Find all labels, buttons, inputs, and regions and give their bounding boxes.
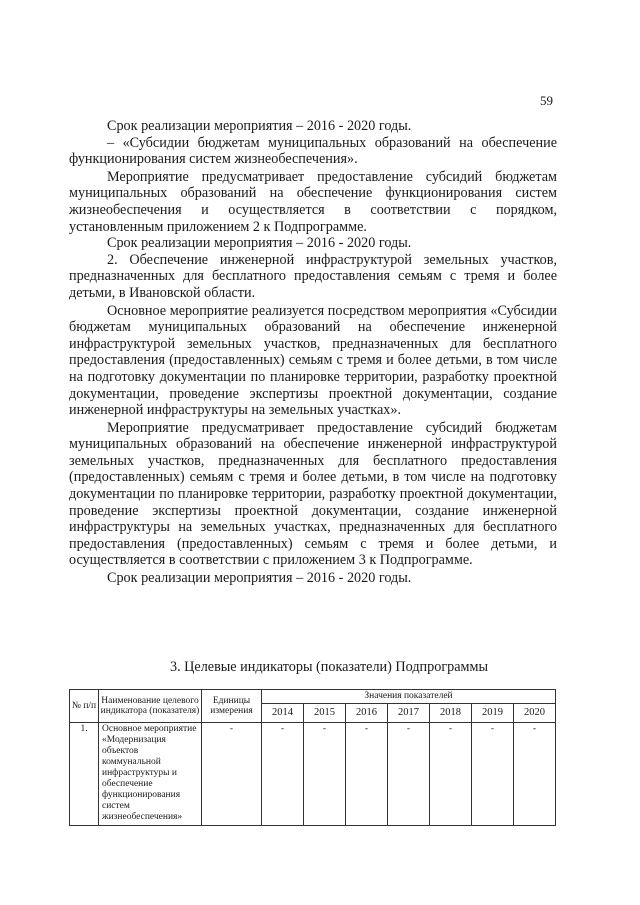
page-number: 59 <box>540 93 553 108</box>
row-value: - <box>262 723 304 826</box>
header-name: Наименование целевого индикатора (показателя) <box>99 690 202 723</box>
paragraph: 2. Обеспечение инженерной инфраструктурой земельных участков, предназначенных для бесплатного предоставления семьям с тремя и более детьми, в Ивановской области. <box>69 251 557 301</box>
header-year: 2015 <box>304 703 346 723</box>
header-unit: Единицы измерения <box>202 690 262 723</box>
row-unit: - <box>202 723 262 826</box>
header-num: № п/п <box>70 690 99 723</box>
row-value: - <box>304 723 346 826</box>
paragraph: Срок реализации мероприятия – 2016 - 2020 годы. <box>107 570 412 587</box>
header-values-group: Значения показателей <box>262 690 556 704</box>
header-year: 2018 <box>430 703 472 723</box>
row-value: - <box>514 723 556 826</box>
row-name: Основное мероприятие «Модернизация объектов коммунальной инфраструктуры и обеспечение функционирования систем жизнеобеспечения» <box>99 723 202 826</box>
paragraph: Срок реализации мероприятия – 2016 - 2020 годы. <box>107 235 412 252</box>
paragraph: Основное мероприятие реализуется посредством мероприятия «Субсидии бюджетам муниципальных образований на обеспечение инженерной инфраструктурой земельных участков, предназначенных для бесплатного предоставления (предоставленных) семьям с тремя и более детьми, в том числе на подготовку документации по планировке территории, разработку проектной документации, проведение экспертизы проектной документации, создание инженерной инфраструктуры на земельных участках». <box>69 302 557 419</box>
row-value: - <box>346 723 388 826</box>
row-value: - <box>472 723 514 826</box>
header-year: 2020 <box>514 703 556 723</box>
paragraph: Мероприятие предусматривает предоставление субсидий бюджетам муниципальных образований на обеспечение функционирования систем жизнеобеспечения и осуществляется в соответствии с порядком, установленным приложением 2 к Подпрограмме. <box>69 168 557 235</box>
paragraph: Мероприятие предусматривает предоставление субсидий бюджетам муниципальных образований на обеспечение инженерной инфраструктурой земельных участков, предназначенных для бесплатного предоставления (предоставленных) семьям с тремя и более детьми, в том числе на подготовку документации по планировке территории, разработку проектной документации, проведение экспертизы проектной документации, создание инженерной инфраструктуры на земельных участках, предназначенных для бесплатного предоставления (предоставленных) семьям с тремя и более детьми, и осуществляется в соответствии с приложением 3 к Подпрограмме. <box>69 419 557 569</box>
row-value: - <box>388 723 430 826</box>
body-text <box>69 118 557 587</box>
row-value: - <box>430 723 472 826</box>
table-header-row <box>70 690 556 704</box>
indicators-table <box>69 689 556 826</box>
header-year: 2019 <box>472 703 514 723</box>
table-row <box>70 723 556 826</box>
header-year: 2017 <box>388 703 430 723</box>
header-year: 2014 <box>262 703 304 723</box>
row-num: 1. <box>70 723 99 826</box>
header-year: 2016 <box>346 703 388 723</box>
paragraph: Срок реализации мероприятия – 2016 - 2020 годы. <box>107 118 412 134</box>
paragraph: – «Субсидии бюджетам муниципальных образований на обеспечение функционирования систем жизнеобеспечения». <box>69 134 557 168</box>
section-heading: 3. Целевые индикаторы (показатели) Подпрограммы <box>169 659 489 675</box>
